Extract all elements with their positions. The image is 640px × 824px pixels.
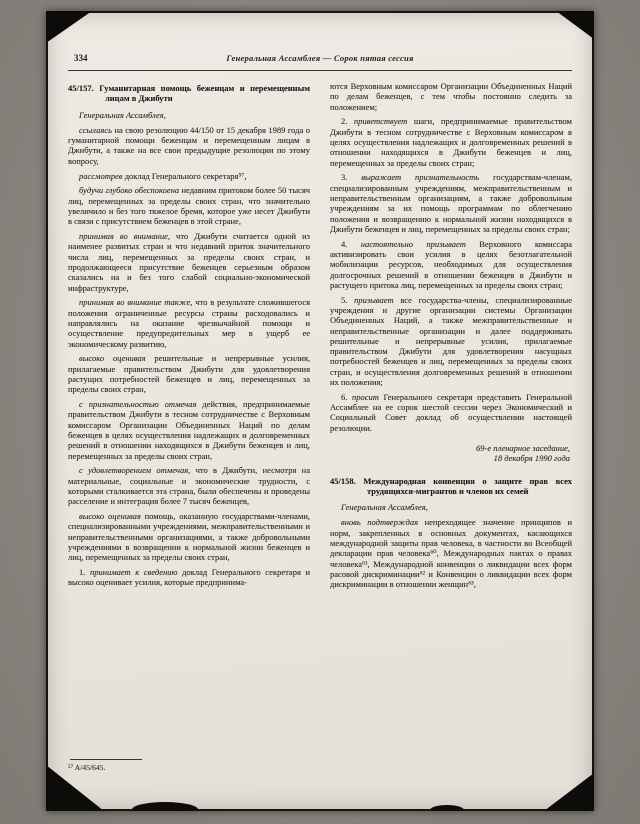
- document-page: [46, 11, 594, 811]
- paragraph-text: все государства-члены, специализированные учреждения и другие организации системы Организации Объединенных Наций, а также межправительственные и неправительственные организации и далее поддерживать решительные и непрерывные усилия, прилагаемые правительством Джибути для удовлетворения насущных потребностей беженцев и лиц, перемещенных за пределы своих стран, и осуществления долговременных решений в отношении их положения;: [330, 294, 572, 388]
- paragraph-text: что в результате сложившегося положения ограниченные ресурсы страны расходовались и направлялись на оказание чрезвычайной помощи и осуществление предупредительных мер в ущерб ее экономическому развитию,: [68, 297, 311, 349]
- resolution-title: Гуманитарная помощь беженцам и перемещенным лицам в Джибути: [99, 83, 310, 104]
- paragraph-text: доклад Генерального секретаря и высоко оценивает усилия, которые предпринима-: [68, 566, 311, 588]
- operative-number: 6.: [341, 391, 348, 402]
- resolution-157-heading: [68, 83, 310, 104]
- preamble-paragraph: [68, 297, 310, 348]
- paragraph-text: недавним притоком более 50 тысяч лиц, перемещенных за пределы своих стран, что значительно увеличило и без того тяжелое бремя, которое уже несет Джибути в связи с присутствием беженцев в этой стране,: [68, 185, 311, 227]
- paragraph-lead: рассмотрев: [79, 170, 123, 181]
- resolution-opening: Генеральная Ассамблея,: [79, 109, 166, 120]
- operative-paragraph: [330, 116, 572, 167]
- paragraph-lead: просит: [351, 391, 379, 402]
- paragraph-lead: приветствует: [353, 116, 408, 127]
- right-column: [330, 81, 572, 773]
- resolution-opening: Генеральная Ассамблея,: [341, 502, 428, 513]
- paragraph-lead: призывает: [354, 294, 394, 305]
- paragraph-text: доклад Генерального секретаря⁵⁷,: [124, 170, 247, 181]
- paragraph-lead: с удовлетворением отмечая,: [79, 465, 191, 476]
- preamble-paragraph: [68, 465, 310, 506]
- adoption-note: [330, 443, 570, 463]
- page-number: 334: [74, 53, 88, 63]
- operative-paragraph-continuation: ются Верховным комиссаром Организации Объединенных Наций по делам беженцев, с тем чтобы постоянно следить за положением;: [330, 81, 572, 112]
- preamble-paragraph: [68, 353, 310, 394]
- operative-number: 2.: [341, 116, 348, 127]
- preamble-paragraph: [68, 171, 310, 181]
- paragraph-lead: выражает признательность: [361, 172, 480, 183]
- preamble-paragraph: [68, 185, 310, 226]
- operative-number: 4.: [341, 238, 348, 249]
- resolution-number: 45/157.: [68, 83, 94, 93]
- header-rule: [68, 70, 572, 71]
- paragraph-lead: принимая во внимание также,: [79, 297, 193, 308]
- paragraph-text: что Джибути считается одной из наименее развитых стран и что недавний приток значительного числа лиц, перемещенных за пределы своих стран, и продолжающееся присутствие беженцев серьезным образом сказались на и без того слабой социально-экономической инфраструктуре,: [68, 231, 310, 293]
- adoption-date: 18 декабря 1990 года: [493, 452, 570, 463]
- adoption-meeting: 69-е пленарное заседание,: [476, 442, 570, 453]
- operative-number: 1.: [79, 566, 86, 577]
- paragraph-text: что в Джибути, несмотря на материальные, социальные и экономические трудности, с которыми сталкивается эта страна, были обеспечены и проведены расселение и интеграция более 7 тысяч беженцев,: [68, 465, 311, 507]
- paragraph-text: решительные и непрерывные усилия, прилагаемые правительством Джибути для удовлетворения растущих потребностей беженцев и лиц, перемещенных за пределы своих стран,: [68, 353, 310, 395]
- resolution-158-heading: [330, 476, 572, 497]
- footnote-rule: [70, 759, 142, 760]
- preamble-paragraph: [68, 231, 310, 293]
- page-content: [48, 13, 592, 809]
- operative-number: 3.: [341, 172, 348, 183]
- operative-paragraph: [330, 295, 572, 388]
- footnote-block: [68, 759, 310, 773]
- paragraph-text: помощь, оказанную государствами-членами, специализированными учреждениями, межправительственными и неправительственными организациями, а также добровольными учреждениями в возвращении к нормальной жизни беженцев и лиц, перемещенных за пределы своих стран,: [68, 510, 310, 563]
- paragraph-lead: принимает к сведению: [89, 566, 178, 577]
- paragraph-lead: высоко оценивая: [79, 510, 141, 521]
- preamble-paragraph: [330, 517, 572, 589]
- operative-paragraph: [330, 392, 572, 433]
- resolution-number: 45/158.: [330, 475, 356, 486]
- paragraph-text: Верховного комиссара активизировать свои усилия в целях безотлагательной мобилизации ресурсов, необходимых для осуществления долгосрочных решений в отношении беженцев в Джибути и растущего притока лиц, перемещенных за пределы своих стран;: [330, 238, 572, 290]
- paragraph-text: непреходящее значение принципов и норм, закрепленных в основных документах, касающихся международной защиты прав человека, в частности во Всеобщей декларации прав человека⁶⁰, Международных пактах о правах человека⁶¹, Международной конвенции о ликвидации всех форм расовой дискриминации⁶² и Конвенции о ликвидации всех форм дискриминации в отношении женщин⁶³,: [330, 517, 572, 590]
- paragraph-lead: будучи глубоко обеспокоена: [79, 185, 180, 196]
- paragraph-text: государствам-членам, специализированным учреждениям, межправительственным и неправительственным организациям, а также добровольным учреждениям за их помощь программам по облегчению положения и возвращению к нормальной жизни находящихся в Джибути беженцев и лиц, перемещенных за пределы своих стран;: [330, 172, 572, 234]
- paragraph-lead: вновь подтверждая: [341, 517, 419, 528]
- running-header: Генеральная Ассамблея — Сорок пятая сессия: [226, 53, 414, 63]
- two-column-text: [68, 81, 572, 773]
- paragraph-text: Генерального секретаря представить Генеральной Ассамблее на ее сорок шестой сессии через Экономический и Социальный Совет доклад об осуществлении настоящей резолюции.: [330, 391, 572, 433]
- operative-paragraph: [330, 239, 572, 290]
- paragraph-text: на свою резолюцию 44/150 от 15 декабря 1989 года о гуманитарной помощи беженцам и перемещенным лицам в Джибути, а также на все свои предыдущие резолюции по этому вопросу,: [68, 124, 310, 166]
- preamble-paragraph: [68, 399, 310, 461]
- operative-paragraph: [68, 567, 310, 588]
- resolution-title: Международная конвенция о защите прав всех трудящихся-мигрантов и членов их семей: [363, 475, 572, 496]
- paragraph-lead: с признательностью отмечая: [79, 399, 197, 410]
- scan-edge-smudge: [430, 805, 464, 811]
- paragraph-lead: высоко оценивая: [79, 353, 146, 364]
- left-column: [68, 81, 310, 773]
- paragraph-lead: настоятельно призывает: [360, 238, 466, 249]
- scan-edge-smudge: [132, 802, 198, 811]
- operative-number: 5.: [341, 294, 348, 305]
- page-masthead: [68, 53, 572, 66]
- paragraph-lead: принимая во внимание,: [79, 231, 170, 242]
- paragraph-text: шаги, предпринимаемые правительством Джибути в тесном сотрудничестве с Верховным комиссаром в целях осуществления надлежащих и долговременных решений в отношении находящихся в Джибути беженцев и лиц, перемещенных за пределы своих стран;: [330, 116, 572, 168]
- operative-paragraph: [330, 172, 572, 234]
- paragraph-text: действия, предпринимаемые правительством Джибути в тесном сотрудничестве с Верховным комиссаром Организации Объединенных Наций по делам беженцев в целях осуществления надлежащих и долговременных решений в отношении находящихся в Джибути беженцев и лиц, перемещенных за пределы своих стран,: [68, 399, 310, 461]
- preamble-paragraph: [68, 511, 310, 562]
- paragraph-lead: ссылаясь: [79, 124, 112, 135]
- footnote-text: ⁵⁷ A/45/645.: [68, 762, 106, 772]
- preamble-paragraph: [68, 125, 310, 166]
